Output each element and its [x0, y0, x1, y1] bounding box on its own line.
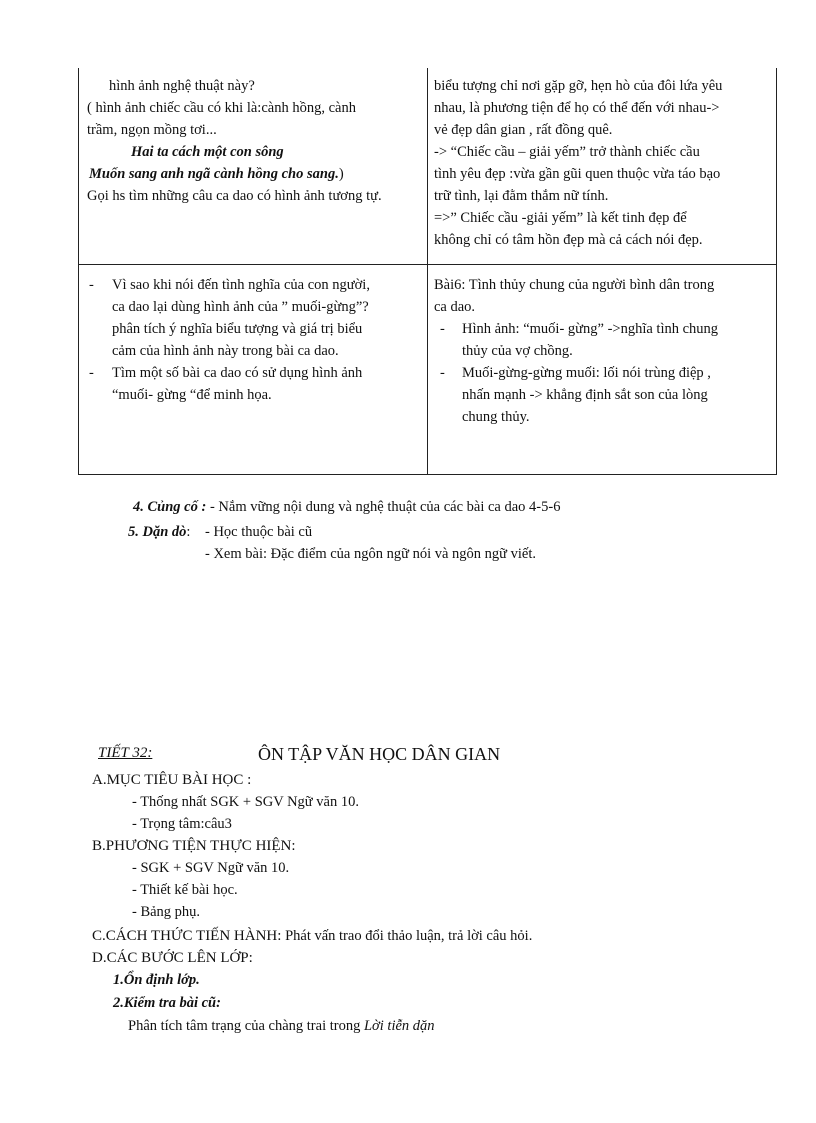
text-line: =>” Chiếc cầu -giải yếm” là kết tinh đẹp để: [434, 210, 687, 226]
lesson-title: ÔN TẬP VĂN HỌC DÂN GIAN: [258, 744, 501, 764]
paren-close: ): [338, 166, 344, 182]
homework-item: - Học thuộc bài cũ: [205, 524, 313, 540]
text-line: ca dao lại dùng hình ảnh của ” muối-gừng”?: [112, 298, 369, 315]
text-line: ( hình ảnh chiếc cầu có khi là:cành hồng, cành: [87, 100, 356, 116]
text-line: -> “Chiếc cầu – giải yếm” trở thành chiếc cầu: [434, 144, 700, 160]
bullet-dash: -: [89, 364, 94, 381]
text-line: Muối-gừng-gừng muối: lối nói trùng điệp ,: [462, 364, 711, 381]
text-line: tình yêu đẹp :vừa gần gũi quen thuộc vừa táo bạo: [434, 166, 721, 182]
section-heading-c: C.CÁCH THỨC TIẾN HÀNH:: [92, 928, 282, 944]
text-line: phân tích ý nghĩa biểu tượng và giá trị biểu: [112, 320, 363, 337]
text-line: chung thủy.: [462, 408, 530, 425]
step-1: 1.Ổn định lớp.: [113, 972, 200, 988]
text-line: Hình ảnh: “muối- gừng” ->nghĩa tình chung: [462, 320, 719, 337]
text-line: thủy của vợ chồng.: [462, 342, 573, 359]
text-line: vẻ đẹp dân gian , rất đồng quê.: [434, 122, 613, 138]
text-line: Vì sao khi nói đến tình nghĩa của con người,: [112, 276, 370, 293]
verse-line: Hai ta cách một con sông: [131, 144, 284, 160]
section-heading-d: D.CÁC BƯỚC LÊN LỚP:: [92, 950, 253, 966]
text-line: không chỉ có tâm hồn đẹp mà cả cách nói đẹp.: [434, 232, 703, 248]
text-line: nhấn mạnh -> khẳng định sắt son của lòng: [462, 386, 708, 403]
homework-line: [128, 524, 190, 541]
text-line: cảm của hình ảnh này trong bài ca dao.: [112, 342, 339, 359]
section-a-item: - Thống nhất SGK + SGV Ngữ văn 10.: [132, 794, 359, 810]
text-line: trữ tình, lại đằm thắm nữ tính.: [434, 188, 609, 204]
step-2: 2.Kiểm tra bài cũ:: [113, 995, 221, 1011]
table-cell-right-bottom: [428, 264, 777, 474]
lesson-table: [78, 68, 777, 475]
section-b-item: - SGK + SGV Ngữ văn 10.: [132, 860, 290, 876]
text-line: Gọi hs tìm những câu ca dao có hình ảnh tương tự.: [87, 188, 382, 204]
text-line: ca dao.: [434, 298, 476, 315]
step-2-text: [128, 1018, 435, 1035]
section-b-item: - Bảng phụ.: [132, 904, 201, 920]
text-line: trầm, ngọn mồng tơi...: [87, 122, 217, 138]
section-c-line: [92, 928, 532, 945]
bullet-dash: -: [440, 320, 445, 337]
section-b-item: - Thiết kế bài học.: [132, 882, 238, 898]
table-cell-right-top: [428, 68, 777, 264]
section-c-text: Phát vấn trao đổi thảo luận, trả lời câu hỏi.: [281, 928, 533, 944]
homework-item: - Xem bài: Đặc điểm của ngôn ngữ nói và ngôn ngữ viết.: [205, 546, 537, 562]
step-2-text-plain: Phân tích tâm trạng của chàng trai trong: [128, 1018, 364, 1034]
consolidation-text: - Nắm vững nội dung và nghệ thuật của các bài ca dao 4-5-6: [206, 499, 561, 515]
text-line: biểu tượng chỉ nơi gặp gỡ, hẹn hò của đôi lứa yêu: [434, 78, 723, 94]
bullet-dash: -: [440, 364, 445, 381]
text-line: Tìm một số bài ca dao có sử dụng hình ảnh: [112, 364, 363, 381]
period-label: TIẾT 32:: [98, 745, 153, 761]
text-line: nhau, là phương tiện để họ có thể đến với nhau->: [434, 100, 720, 116]
verse-line-wrap: [89, 166, 344, 183]
text-line: Bài6: Tình thủy chung của người bình dân trong: [434, 276, 715, 293]
homework-label: 5. Dặn dò: [128, 524, 187, 540]
consolidation-line: [133, 499, 560, 516]
homework-colon: :: [186, 524, 191, 540]
section-heading-b: B.PHƯƠNG TIỆN THỰC HIỆN:: [92, 838, 296, 854]
table-cell-left-bottom: [79, 264, 428, 474]
table-cell-left-top: [79, 68, 428, 264]
verse-line: Muốn sang anh ngã cành hồng cho sang.: [89, 166, 339, 182]
section-heading-a: A.MỤC TIÊU BÀI HỌC :: [92, 772, 252, 788]
bullet-dash: -: [89, 276, 94, 293]
text-line: “muối- gừng “để minh họa.: [112, 386, 272, 403]
text-line: hình ảnh nghệ thuật này?: [109, 78, 255, 94]
consolidation-label: 4. Củng cố :: [133, 499, 207, 515]
section-a-item: - Trọng tâm:câu3: [132, 816, 232, 832]
step-2-text-italic: Lời tiễn dặn: [363, 1018, 435, 1034]
